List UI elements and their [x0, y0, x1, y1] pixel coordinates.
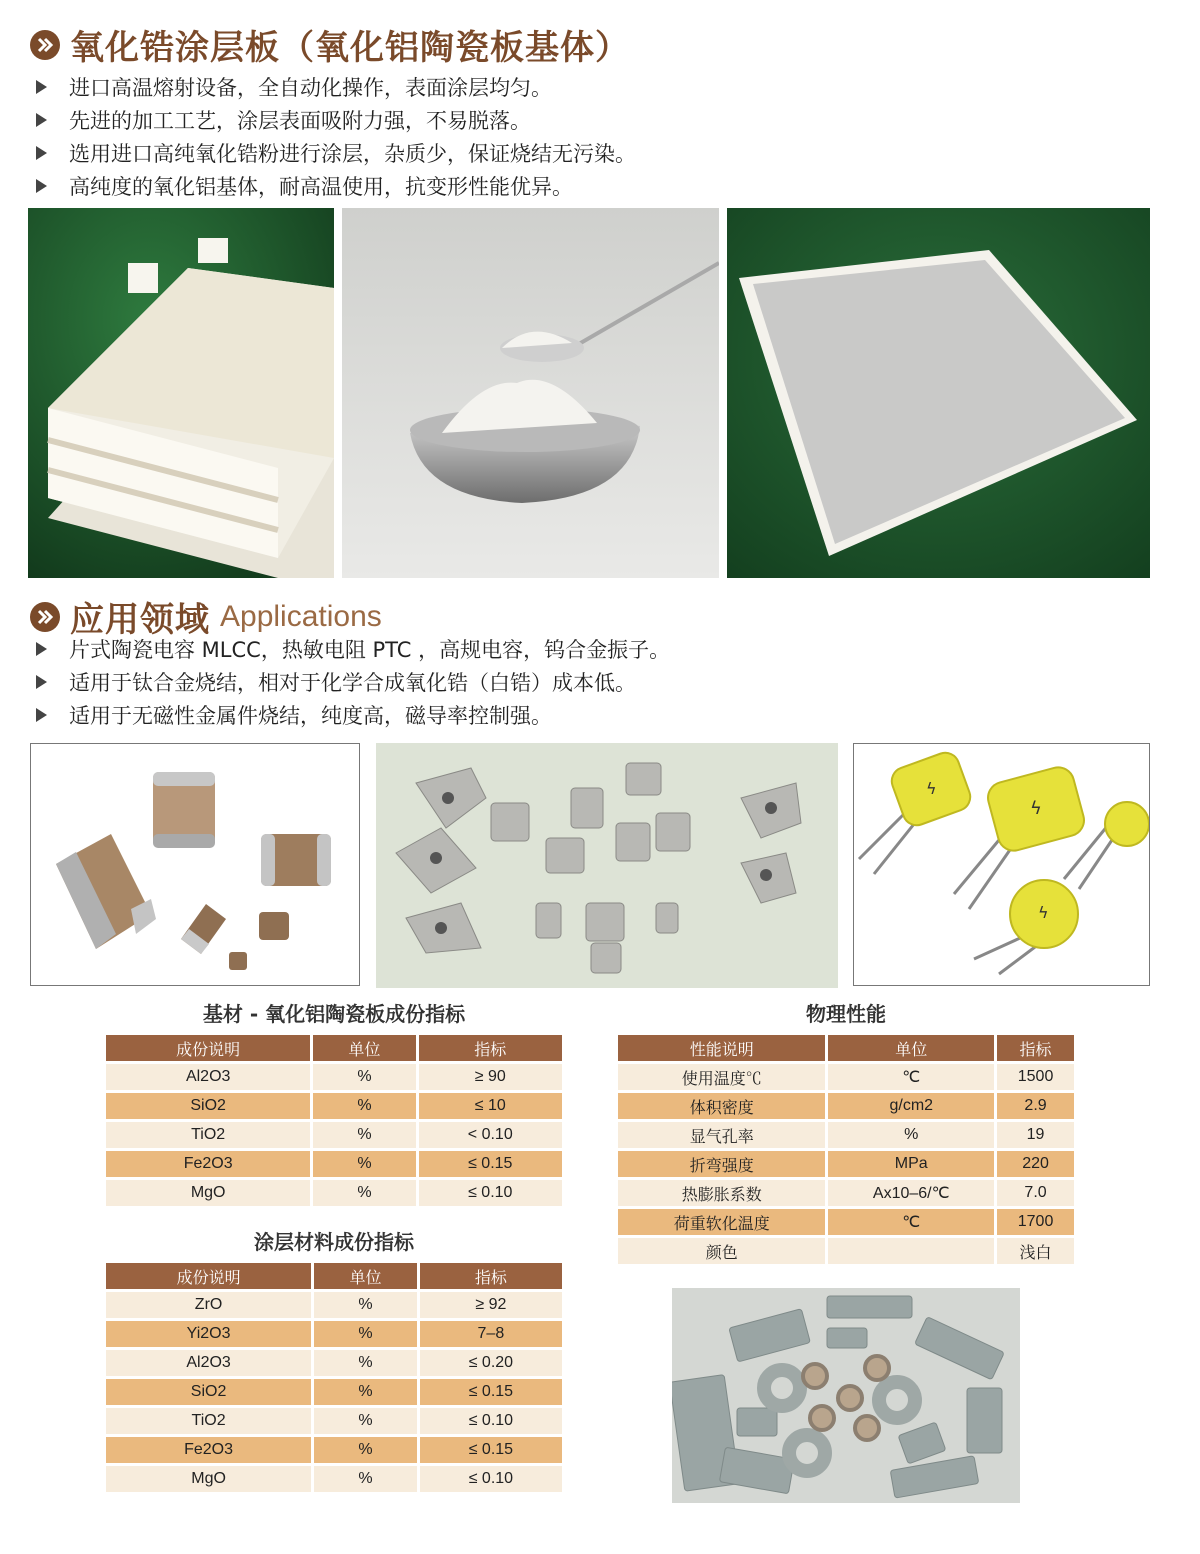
- table-row: 热膨胀系数 Ax10–6/℃ 7.0: [618, 1180, 1074, 1206]
- table-row: 折弯强度 MPa 220: [618, 1151, 1074, 1177]
- substrate-composition-table: [103, 1032, 565, 1209]
- double-chevron-right-icon: [30, 602, 60, 632]
- triangle-right-icon: [36, 675, 47, 689]
- table-row: Al2O3 % ≥ 90: [106, 1064, 562, 1090]
- table-row: MgO % ≤ 0.10: [106, 1180, 562, 1206]
- table-row: Yi2O3 % 7–8: [106, 1321, 562, 1347]
- list-item: 适用于无磁性金属件烧结，纯度高，磁导率控制强。: [36, 698, 670, 731]
- table-row: 荷重软化温度 ℃ 1700: [618, 1209, 1074, 1235]
- application-list: [36, 632, 670, 731]
- column-header: 单位: [313, 1035, 415, 1061]
- page-title: 氧化锆涂层板（氧化铝陶瓷板基体）: [70, 28, 630, 68]
- physical-properties-table: [615, 1032, 1077, 1267]
- list-item: 进口高温熔射设备，全自动化操作，表面涂层均匀。: [36, 70, 636, 103]
- list-item: 选用进口高纯氧化锆粉进行涂层，杂质少，保证烧结无污染。: [36, 136, 636, 169]
- table-row: ZrO % ≥ 92: [106, 1292, 562, 1318]
- table-row: 使用温度℃ ℃ 1500: [618, 1064, 1074, 1090]
- section-heading: 应用领域: [70, 600, 210, 640]
- list-item: 适用于钛合金烧结，相对于化学合成氧化锆（白锆）成本低。: [36, 665, 670, 698]
- stacked-setter-plates-photo: [28, 208, 334, 578]
- table-row: Fe2O3 % ≤ 0.15: [106, 1437, 562, 1463]
- column-header: 指标: [997, 1035, 1074, 1061]
- table-row: SiO2 % ≤ 10: [106, 1093, 562, 1119]
- sintered-metal-parts-photo: [376, 743, 838, 988]
- table-row: TiO2 % ≤ 0.10: [106, 1408, 562, 1434]
- triangle-right-icon: [36, 708, 47, 722]
- triangle-right-icon: [36, 146, 47, 160]
- list-item: 高纯度的氧化铝基体，耐高温使用，抗变形性能优异。: [36, 169, 636, 202]
- table-row: 显气孔率 % 19: [618, 1122, 1074, 1148]
- double-chevron-right-icon: [30, 30, 60, 60]
- ceramic-shapes-photo: [672, 1288, 1020, 1503]
- triangle-right-icon: [36, 113, 47, 127]
- feature-list: [36, 70, 636, 202]
- svg-text:ϟ: ϟ: [1038, 903, 1049, 922]
- table-row: Al2O3 % ≤ 0.20: [106, 1350, 562, 1376]
- column-header: 指标: [420, 1263, 562, 1289]
- substrate-table-title: 基材 - 氧化铝陶瓷板成份指标: [202, 1002, 466, 1026]
- column-header: 性能说明: [618, 1035, 825, 1061]
- list-item: 先进的加工工艺，涂层表面吸附力强，不易脱落。: [36, 103, 636, 136]
- triangle-right-icon: [36, 80, 47, 94]
- table-row: TiO2 % < 0.10: [106, 1122, 562, 1148]
- table-row: MgO % ≤ 0.10: [106, 1466, 562, 1492]
- table-row: 体积密度 g/cm2 2.9: [618, 1093, 1074, 1119]
- ptc-thermistors-photo: [853, 743, 1150, 986]
- table-row: 颜色 浅白: [618, 1238, 1074, 1264]
- column-header: 单位: [314, 1263, 417, 1289]
- column-header: 成份说明: [106, 1263, 311, 1289]
- triangle-right-icon: [36, 642, 47, 656]
- svg-text:ϟ: ϟ: [1030, 798, 1042, 819]
- section-title-coated-plate: [30, 20, 630, 69]
- zirconia-powder-photo: [342, 208, 719, 578]
- triangle-right-icon: [36, 179, 47, 193]
- table-row: Fe2O3 % ≤ 0.15: [106, 1151, 562, 1177]
- column-header: 单位: [828, 1035, 994, 1061]
- column-header: 成份说明: [106, 1035, 310, 1061]
- column-header: 指标: [419, 1035, 562, 1061]
- coating-composition-table: [103, 1260, 565, 1495]
- svg-text:ϟ: ϟ: [926, 779, 937, 798]
- coating-table-title: 涂层材料成份指标: [254, 1230, 414, 1254]
- list-item: 片式陶瓷电容 MLCC，热敏电阻 PTC ，高规电容，钨合金振子。: [36, 632, 670, 665]
- physical-table-title: 物理性能: [806, 1002, 886, 1026]
- mlcc-capacitors-photo: [30, 743, 360, 986]
- table-row: SiO2 % ≤ 0.15: [106, 1379, 562, 1405]
- section-subheading: Applications: [220, 599, 382, 633]
- coated-plate-photo: [727, 208, 1150, 578]
